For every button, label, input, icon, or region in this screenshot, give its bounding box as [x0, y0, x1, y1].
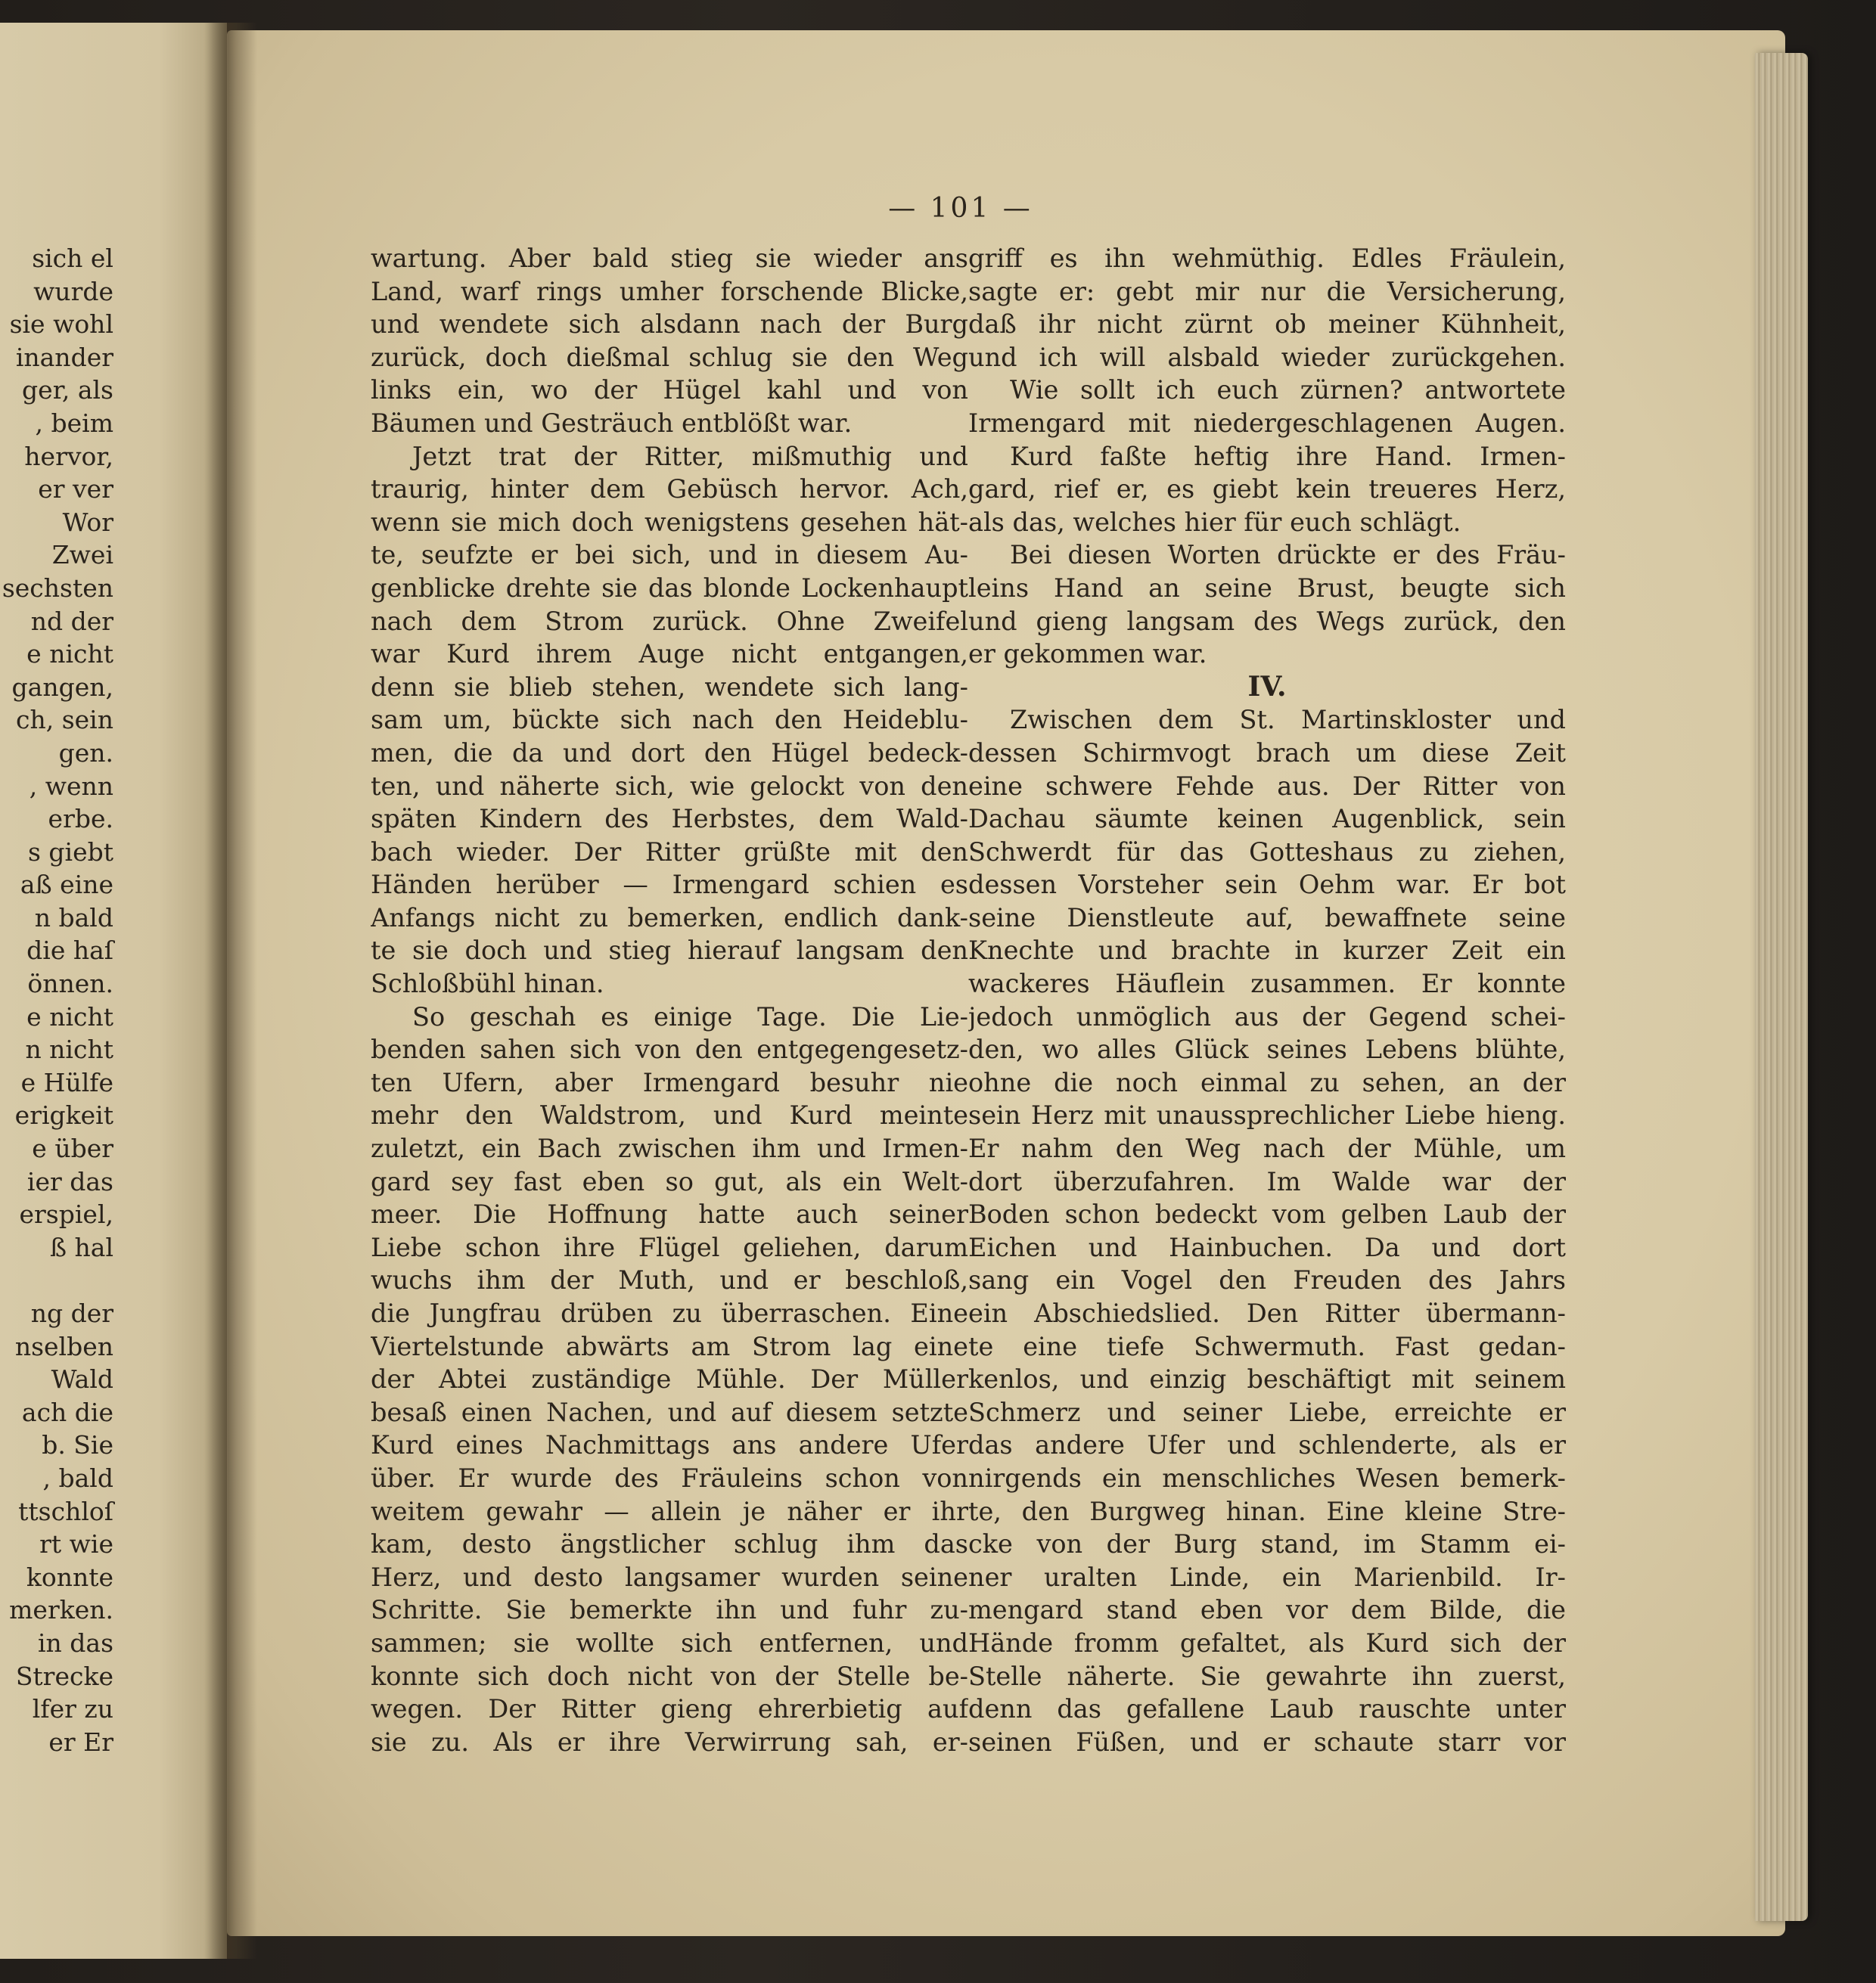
- text-line: Viertelstunde abwärts am Strom lag eine: [371, 1331, 968, 1361]
- page-edges: [1755, 53, 1808, 1921]
- left-page-line: er ver: [38, 474, 113, 504]
- text-line: Herz, und desto langsamer wurden seine: [371, 1562, 968, 1592]
- text-line: denn sie blieb stehen, wendete sich lang-: [371, 672, 968, 702]
- left-page-line: ch, sein: [16, 705, 113, 735]
- text-line: Knechte und brachte in kurzer Zeit ein: [968, 936, 1566, 966]
- left-page-line: wurde: [33, 276, 113, 306]
- text-line: den, wo alles Glück seines Lebens blühte,: [968, 1035, 1566, 1065]
- left-page-line: lfer zu: [32, 1694, 113, 1724]
- left-page-line: e Hülfe: [20, 1067, 113, 1097]
- left-page-line: [0, 1264, 227, 1297]
- left-page-line: erspiel,: [19, 1199, 113, 1230]
- text-line: und wendete sich alsdann nach der Burg: [371, 309, 968, 340]
- left-page-line: , wenn: [29, 771, 113, 801]
- left-page-line: e nicht: [26, 1001, 113, 1032]
- text-line: eine schwere Fehde aus. Der Ritter von: [968, 771, 1566, 801]
- left-page-line: ger, als: [22, 375, 113, 405]
- left-page-line: aß eine: [20, 870, 113, 900]
- text-line: wackeres Häuflein zusammen. Er konnte: [968, 969, 1566, 999]
- text-line: genblicke drehte sie das blonde Lockenhaupt: [371, 573, 968, 603]
- left-page-line: Zwei: [51, 540, 113, 570]
- left-page-line: nselben: [14, 1331, 113, 1361]
- left-page-line: , beim: [35, 408, 113, 438]
- text-line: kam, desto ängstlicher schlug ihm das: [371, 1529, 968, 1559]
- left-page-line: , bald: [42, 1463, 113, 1493]
- text-line: Kurd faßte heftig ihre Hand. Irmen-: [1010, 441, 1566, 471]
- text-line: Schmerz und seiner Liebe, erreichte er: [968, 1397, 1566, 1427]
- text-line: zurück, doch dießmal schlug sie den Weg: [371, 342, 968, 372]
- text-line: konnte sich doch nicht von der Stelle be-: [371, 1661, 968, 1691]
- text-line: denn das gefallene Laub rauschte unter: [968, 1694, 1566, 1724]
- text-line: daß ihr nicht zürnt ob meiner Kühnheit,: [968, 309, 1566, 340]
- left-page-line: s giebt: [27, 836, 113, 867]
- left-page-line: in das: [37, 1628, 113, 1658]
- left-page-line: er Er: [48, 1727, 113, 1757]
- text-line: ein Abschiedslied. Den Ritter übermann-: [968, 1299, 1566, 1328]
- text-line: gard, rief er, es giebt kein treueres Herz,: [968, 474, 1566, 504]
- left-page-line: gen.: [58, 737, 113, 768]
- text-line: die Jungfrau drüben zu überraschen. Eine: [371, 1299, 968, 1328]
- text-line: Jetzt trat der Ritter, mißmuthig und: [412, 441, 968, 471]
- left-page-line: rt wie: [39, 1529, 113, 1559]
- left-page-line: ier das: [26, 1166, 113, 1196]
- left-page-line: gangen,: [11, 672, 113, 702]
- text-line: ohne die noch einmal zu sehen, an der: [968, 1067, 1566, 1097]
- text-line: der Abtei zuständige Mühle. Der Müller: [371, 1364, 968, 1395]
- text-line: wenn sie mich doch wenigstens gesehen hät-: [371, 507, 968, 537]
- text-line: kenlos, und einzig beschäftigt mit seinem: [968, 1364, 1566, 1395]
- text-line: sammen; sie wollte sich entfernen, und: [371, 1628, 968, 1658]
- text-line: te, den Burgweg hinan. Eine kleine Stre-: [968, 1496, 1566, 1526]
- text-line: ten, und näherte sich, wie gelockt von den: [371, 771, 968, 801]
- text-line: Schloßbühl hinan.: [371, 969, 604, 999]
- left-page-line: ttschloſ: [18, 1496, 113, 1526]
- text-line: sam um, bückte sich nach den Heideblu-: [371, 705, 968, 735]
- text-line: mengard stand eben vor dem Bilde, die: [968, 1595, 1566, 1625]
- left-page-line: Wald: [51, 1364, 113, 1395]
- left-page-line: Strecke: [15, 1661, 113, 1691]
- left-page-line: inander: [15, 342, 113, 372]
- text-line: traurig, hinter dem Gebüsch hervor. Ach,: [371, 474, 968, 504]
- left-page-line: ach die: [21, 1397, 113, 1427]
- text-line: Irmengard mit niedergeschlagenen Augen.: [968, 408, 1566, 438]
- text-line: er gekommen war.: [968, 639, 1207, 669]
- text-line: wegen. Der Ritter gieng ehrerbietig auf: [371, 1694, 968, 1724]
- left-page-line: e nicht: [26, 639, 113, 669]
- text-line: über. Er wurde des Fräuleins schon von: [371, 1463, 968, 1493]
- text-line: dessen Schirmvogt brach um diese Zeit: [968, 737, 1566, 768]
- text-line: te, seufzte er bei sich, und in diesem Au-: [371, 540, 968, 570]
- text-line: späten Kindern des Herbstes, dem Wald-: [371, 804, 968, 834]
- text-line: und gieng langsam des Wegs zurück, den: [968, 606, 1566, 636]
- left-page-line: n nicht: [25, 1035, 113, 1065]
- text-line: seine Dienstleute auf, bewaffnete seine: [968, 902, 1566, 933]
- text-line: gard sey fast eben so gut, als ein Welt-: [371, 1166, 968, 1196]
- text-line: Dachau säumte keinen Augenblick, sein: [968, 804, 1566, 834]
- page-number: — 101 —: [888, 193, 1033, 224]
- text-line: Zwischen dem St. Martinskloster und: [1010, 705, 1566, 735]
- text-line: te sie doch und stieg hierauf langsam den: [371, 936, 968, 966]
- text-line: sagte er: gebt mir nur die Versicherung,: [968, 276, 1566, 306]
- text-line: benden sahen sich von den entgegengesetz-: [371, 1035, 968, 1065]
- text-line: besaß einen Nachen, und auf diesem setzte: [371, 1397, 968, 1427]
- book-gutter: [204, 23, 257, 1959]
- text-line: So geschah es einige Tage. Die Lie-: [412, 1001, 968, 1032]
- left-page-line: ß hal: [49, 1232, 113, 1262]
- text-line: Schritte. Sie bemerkte ihn und fuhr zu-: [371, 1595, 968, 1625]
- text-line: meer. Die Hoffnung hatte auch seiner: [371, 1199, 968, 1230]
- text-line: te eine tiefe Schwermuth. Fast gedan-: [968, 1331, 1566, 1361]
- text-line: das andere Ufer und schlenderte, als er: [968, 1430, 1566, 1460]
- left-page-line: Wor: [62, 507, 113, 537]
- left-page-line: sechsten: [2, 573, 113, 603]
- left-page-line: ng der: [30, 1299, 113, 1328]
- text-line: sang ein Vogel den Freuden des Jahrs: [968, 1265, 1566, 1296]
- left-page-line: sie wohl: [9, 309, 113, 340]
- text-line: sie zu. Als er ihre Verwirrung sah, er-: [371, 1727, 968, 1757]
- left-page-line: erigkeit: [14, 1100, 113, 1131]
- left-page-line: die haſ: [26, 936, 113, 966]
- left-page-line: önnen.: [27, 969, 113, 999]
- left-page-line: b. Sie: [42, 1430, 113, 1460]
- left-page-line: hervor,: [24, 441, 113, 471]
- text-line: und ich will alsbald wieder zurückgehen.: [968, 342, 1566, 372]
- text-line: Boden schon bedeckt vom gelben Laub der: [968, 1199, 1566, 1230]
- text-line: ner uralten Linde, ein Marienbild. Ir-: [968, 1562, 1566, 1592]
- text-line: Land, warf rings umher forschende Blicke,: [371, 276, 968, 306]
- text-line: men, die da und dort den Hügel bedeck-: [371, 737, 968, 768]
- left-page: [0, 23, 227, 1959]
- text-line: Eichen und Hainbuchen. Da und dort: [968, 1232, 1566, 1262]
- text-line: sein Herz mit unaussprechlicher Liebe hieng.: [968, 1100, 1566, 1131]
- text-line: zuletzt, ein Bach zwischen ihm und Irmen-: [371, 1134, 968, 1164]
- text-line: links ein, wo der Hügel kahl und von: [371, 375, 968, 405]
- text-line: wartung. Aber bald stieg sie wieder ans: [371, 244, 968, 273]
- text-line: Stelle näherte. Sie gewahrte ihn zuerst,: [968, 1661, 1566, 1691]
- text-line: als das, welches hier für euch schlägt.: [968, 507, 1461, 537]
- text-line: dort überzufahren. Im Walde war der: [968, 1166, 1566, 1196]
- text-line: seinen Füßen, und er schaute starr vor: [968, 1727, 1566, 1757]
- text-line: Liebe schon ihre Flügel geliehen, darum: [371, 1232, 968, 1262]
- left-page-line: merken.: [9, 1595, 113, 1625]
- text-line: mehr den Waldstrom, und Kurd meinte: [371, 1100, 968, 1131]
- text-line: Kurd eines Nachmittags ans andere Ufer: [371, 1430, 968, 1460]
- text-line: war Kurd ihrem Auge nicht entgangen,: [371, 639, 968, 669]
- text-line: Bäumen und Gesträuch entblößt war.: [371, 408, 853, 438]
- left-page-line: konnte: [26, 1562, 113, 1592]
- text-line: nirgends ein menschliches Wesen bemerk-: [968, 1463, 1566, 1493]
- left-page-line: n bald: [34, 902, 113, 933]
- text-line: bach wieder. Der Ritter grüßte mit den: [371, 836, 968, 867]
- text-line: cke von der Burg stand, im Stamm ei-: [968, 1529, 1566, 1559]
- text-line: griff es ihn wehmüthig. Edles Fräulein,: [968, 244, 1566, 273]
- left-page-line: e über: [32, 1134, 113, 1164]
- text-line: nach dem Strom zurück. Ohne Zweifel: [371, 606, 968, 636]
- text-line: wuchs ihm der Muth, und er beschloß,: [371, 1265, 968, 1296]
- text-line: leins Hand an seine Brust, beugte sich: [968, 573, 1566, 603]
- chapter-heading: IV.: [1247, 670, 1287, 703]
- right-column: [968, 242, 1566, 1758]
- left-page-line: sich el: [32, 244, 113, 273]
- left-page-line: erbe.: [48, 804, 113, 834]
- text-line: Händen herüber — Irmengard schien es: [371, 870, 968, 900]
- text-line: Anfangs nicht zu bemerken, endlich dank-: [371, 902, 968, 933]
- text-line: dessen Vorsteher sein Oehm war. Er bot: [968, 870, 1566, 900]
- text-line: Hände fromm gefaltet, als Kurd sich der: [968, 1628, 1566, 1658]
- text-line: ten Ufern, aber Irmengard besuhr nie: [371, 1067, 968, 1097]
- left-page-text: [0, 242, 227, 1758]
- text-line: weitem gewahr — allein je näher er ihr: [371, 1496, 968, 1526]
- text-line: Schwerdt für das Gotteshaus zu ziehen,: [968, 836, 1566, 867]
- text-line: Bei diesen Worten drückte er des Fräu-: [1010, 540, 1566, 570]
- text-line: Er nahm den Weg nach der Mühle, um: [968, 1134, 1566, 1164]
- left-column: [371, 242, 968, 1758]
- text-line: jedoch unmöglich aus der Gegend schei-: [968, 1001, 1566, 1032]
- text-line: Wie sollt ich euch zürnen? antwortete: [1010, 375, 1566, 405]
- left-page-line: nd der: [30, 606, 113, 636]
